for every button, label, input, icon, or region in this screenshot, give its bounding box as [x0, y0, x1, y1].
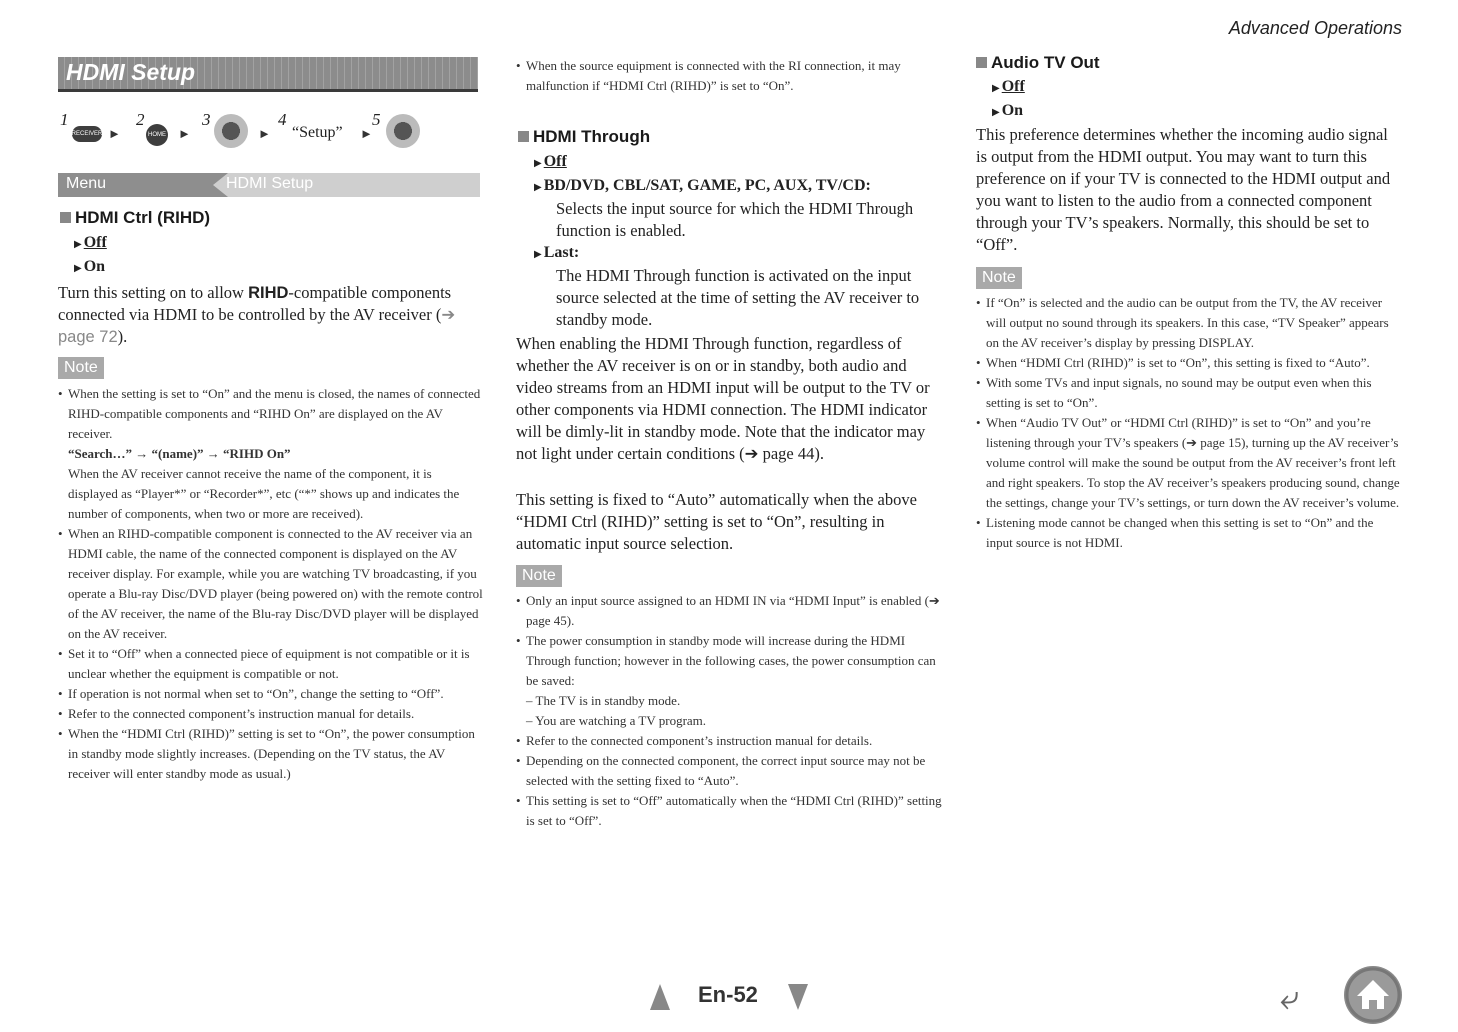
triangle-bullet-icon: ▶ — [74, 239, 82, 250]
note-item: • Only an input source assigned to an HDMI IN via “HDMI Input” is enabled (➔ page 45). — [516, 591, 942, 631]
note-item: • This setting is set to “Off” automatically when the “HDMI Ctrl (RIHD)” setting is set to “Off”. — [516, 791, 942, 831]
home-button-icon: HOME — [146, 124, 168, 146]
triangle-bullet-icon: ▶ — [534, 249, 542, 260]
note-item: • Depending on the connected component, the correct input source may not be selected with the setting fixed to “Auto”. — [516, 751, 942, 791]
note-item: • With some TVs and input signals, no sound may be output even when this setting is set to “On”. — [976, 373, 1400, 413]
note-item: • When an RIHD-compatible component is connected to the AV receiver via an HDMI cable, the name of the connected component is displayed on the AV receiver display. For example, while you are watching TV broadcasting, if you operate a Blu-ray Disc/DVD player (being powered on) with the remote control of the AV receiver, the name of the Blu-ray Disc/DVD player will be displayed on the AV receiver. — [58, 524, 484, 644]
note-item: • When the setting is set to “On” and the menu is closed, the names of connected RIHD-compatible components and “RIHD On” are displayed on the AV receiver. — [58, 384, 484, 444]
step-number: 3 — [202, 110, 211, 129]
cursor-dial-icon — [386, 114, 420, 148]
arrow-icon: ► — [178, 126, 191, 141]
square-bullet-icon — [518, 131, 529, 142]
option-sources-desc: Selects the input source for which the HDMI Through function is enabled. — [556, 199, 914, 240]
note-item: • Refer to the connected component’s instruction manual for details. — [58, 704, 484, 724]
note-item: • When “Audio TV Out” or “HDMI Ctrl (RIHD)” is set to “On” and you’re listening through your TV’s speakers (➔ page 15), turning up the AV receiver’s volume control will make the sound be output from the AV receiver’s front left and right speakers. To stop the AV receiver’s speakers producing sound, change the settings, change your TV’s settings, or turn down the AV receiver’s volume. — [976, 413, 1400, 513]
note-item: • If “On” is selected and the audio can be output from the TV, the AV receiver will output no sound through its speakers. In this case, “TV Speaker” appears on the AV receiver’s display by pressing DISPLAY. — [976, 293, 1400, 353]
step-number: 4 — [278, 110, 287, 129]
step-number: 2 — [136, 110, 145, 129]
hdmi-through-para1: When enabling the HDMI Through function, regardless of whether the AV receiver is on or in standby, both audio and video streams from an HDMI input will be output to the TV or other components via HDMI connection. The HDMI indicator will be dimly-lit in standby mode. Note that the indicator may not light under certain conditions (➔ page 44). — [516, 334, 930, 463]
note-item: • When the source equipment is connected with the RI connection, it may malfunction if “HDMI Ctrl (RIHD)” is set to “On”. — [516, 56, 942, 96]
note-item: – The TV is in standby mode. — [526, 693, 681, 708]
option-off: ▶ Off — [534, 153, 567, 170]
square-bullet-icon — [976, 57, 987, 68]
steps-row — [60, 110, 480, 160]
note-item: • If operation is not normal when set to “On”, change the setting to “Off”. — [58, 684, 484, 704]
note-item: “Search…” → “(name)” → “RIHD On” — [68, 446, 291, 461]
triangle-bullet-icon: ▶ — [992, 83, 1000, 94]
home-icon[interactable] — [1344, 966, 1402, 1024]
note-item: • Refer to the connected component’s instruction manual for details. — [516, 731, 942, 751]
hdmi-through-para2: This setting is fixed to “Auto” automatically when the above “HDMI Ctrl (RIHD)” setting is set to “On”, resulting in automatic input source selection. — [516, 490, 917, 553]
hdmi-ctrl-description: Turn this setting on to allow RIHD-compatible components connected via HDMI to be controlled by the AV receiver (➔ page 72). — [58, 283, 456, 346]
receiver-button-icon: RECEIVER — [72, 126, 102, 142]
note-label: Note — [976, 267, 1022, 289]
menu-item-label: HDMI Setup — [226, 175, 314, 192]
hdmi-ctrl-heading: HDMI Ctrl (RIHD) — [60, 208, 210, 228]
note-item: When the AV receiver cannot receive the name of the component, it is displayed as “Player*” or “Recorder*”, etc (“*” shows up and indicates the number of components, when two or more are received). — [68, 466, 460, 521]
triangle-bullet-icon: ▶ — [992, 107, 1000, 118]
option-off: ▶ Off — [992, 78, 1025, 95]
option-off: ▶ Off — [74, 234, 107, 251]
hdmi-through-heading: HDMI Through — [518, 127, 650, 147]
page-number: En-52 — [698, 982, 758, 1007]
note-item: • Listening mode cannot be changed when this setting is set to “On” and the input source is not HDMI. — [976, 513, 1400, 553]
menu-path-bar — [58, 173, 480, 197]
hdmi-ctrl-notes — [58, 384, 484, 784]
note-item: – You are watching a TV program. — [526, 713, 707, 728]
step-number: 5 — [372, 110, 381, 129]
running-header: Advanced Operations — [1228, 18, 1402, 38]
cursor-dial-icon — [214, 114, 248, 148]
hdmi-through-notes — [516, 591, 942, 831]
note-label: Note — [58, 357, 104, 379]
banner-title: HDMI Setup — [66, 59, 196, 85]
arrow-icon: ► — [258, 126, 271, 141]
setup-label: “Setup” — [292, 124, 343, 141]
arrow-icon: ► — [360, 126, 373, 141]
triangle-bullet-icon: ▶ — [534, 158, 542, 169]
previous-page-icon[interactable] — [650, 984, 670, 1010]
audio-tv-out-para: This preference determines whether the incoming audio signal is output from the HDMI output. You may want to turn this preference on if your TV is connected to the HDMI output and you want to listen to the audio from a connected component through your TV’s speakers. Normally, this should be set to “Off”. — [976, 125, 1391, 254]
menu-label: Menu — [66, 175, 107, 192]
option-on: ▶ On — [992, 102, 1024, 119]
note-item: • Set it to “Off” when a connected piece of equipment is not compatible or it is unclear whether the equipment is compatible or not. — [58, 644, 484, 684]
option-sources: ▶ BD/DVD, CBL/SAT, GAME, PC, AUX, TV/CD: — [534, 177, 871, 194]
option-on: ▶ On — [74, 258, 106, 275]
page-link[interactable]: ➔ page 72 — [58, 306, 456, 346]
audio-tv-out-heading: Audio TV Out — [976, 53, 1100, 73]
note-item: • When “HDMI Ctrl (RIHD)” is set to “On”, this setting is fixed to “Auto”. — [976, 353, 1400, 373]
note-item: • The power consumption in standby mode will increase during the HDMI Through function; however in the following cases, the power consumption can be saved: — [516, 631, 942, 691]
back-icon[interactable]: ⤶ — [1280, 980, 1300, 1017]
rihd-logo: RIHD — [248, 284, 289, 302]
triangle-bullet-icon: ▶ — [74, 263, 82, 274]
option-last-desc: The HDMI Through function is activated on the input source selected at the time of setting the AV receiver to standby mode. — [556, 266, 920, 329]
note-item: • When the “HDMI Ctrl (RIHD)” setting is set to “On”, the power consumption in standby mode slightly increases. (Depending on the TV status, the AV receiver will enter standby mode as usual.) — [58, 724, 484, 784]
section-banner — [58, 57, 478, 92]
square-bullet-icon — [60, 212, 71, 223]
arrow-icon: ► — [108, 126, 121, 141]
audio-tv-out-notes — [976, 293, 1400, 553]
triangle-bullet-icon: ▶ — [534, 182, 542, 193]
note-label: Note — [516, 565, 562, 587]
middle-top-note — [516, 56, 942, 96]
next-page-icon[interactable] — [788, 984, 808, 1010]
step-number: 1 — [60, 110, 69, 129]
option-last: ▶ Last: — [534, 244, 580, 261]
